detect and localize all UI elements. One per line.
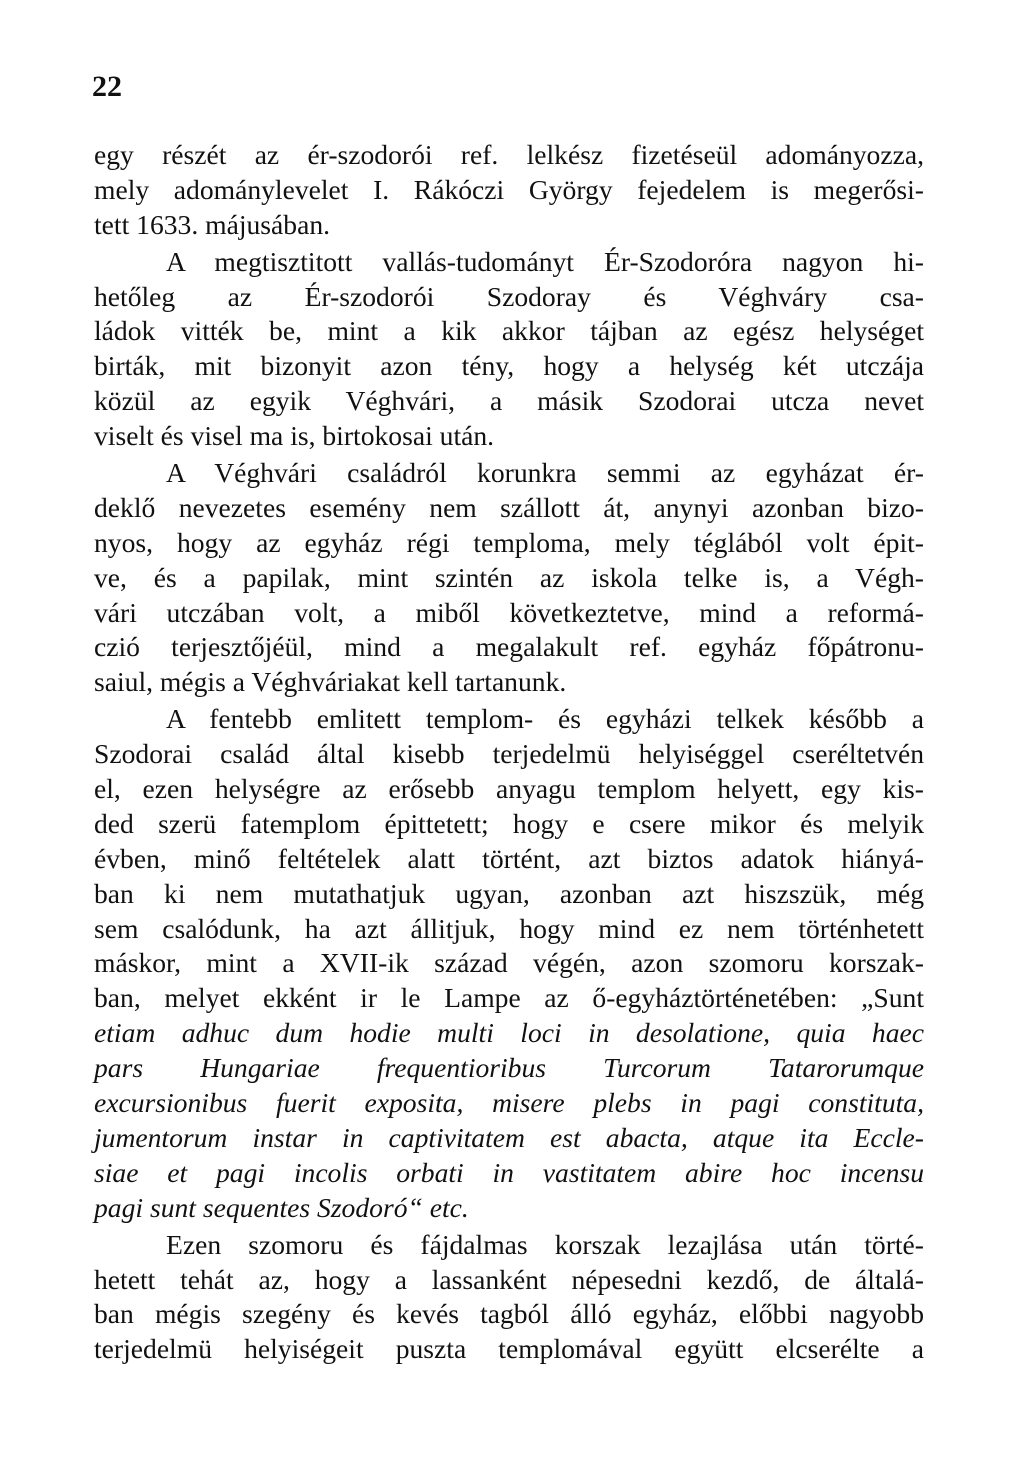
text-line: etiam adhuc dum hodie multi loci in desolatione, quia haec	[94, 1017, 924, 1049]
text-line: Szodorai család által kisebb terjedelmü helyiséggel cseréltetvén	[94, 738, 924, 770]
text-line: pagi sunt sequentes Szodoró“ etc.	[94, 1191, 469, 1223]
text-line: hetőleg az Ér-szodorói Szodoray és Véghváry csa-	[94, 280, 924, 312]
text-line: siae et pagi incolis orbati in vastitatem abire hoc incensu	[94, 1156, 924, 1188]
text-line: saiul, mégis a Véghváriakat kell tartanunk.	[94, 666, 567, 698]
text-line: évben, minő feltételek alatt történt, azt biztos adatok hiányá-	[94, 842, 924, 874]
text-line: tett 1633. májusában.	[94, 208, 331, 240]
text-line: ládok vitték be, mint a kik akkor tájban az egész helységet	[94, 315, 924, 347]
text-line: A megtisztitott vallás-tudományt Ér-Szodoróra nagyon hi-	[166, 245, 924, 277]
text-line: A fentebb emlitett templom- és egyházi telkek később a	[166, 703, 924, 735]
text-line: ban, melyet ekként ir le Lampe az ő-egyháztörténetében: „Sunt	[94, 982, 924, 1014]
text-line: máskor, mint a XVII-ik század végén, azon szomoru korszak-	[94, 947, 924, 979]
text-line: hetett tehát az, hogy a lassanként népesedni kezdő, de általá-	[94, 1263, 924, 1295]
text-line: deklő nevezetes esemény nem szállott át, anynyi azonban bizo-	[94, 491, 924, 523]
text-line: ve, és a papilak, mint szintén az iskola telke is, a Végh-	[94, 561, 924, 593]
text-line: mely adománylevelet I. Rákóczi György fejedelem is megerősi-	[94, 173, 924, 205]
text-line: ded szerü fatemplom épittetett; hogy e csere mikor és melyik	[94, 807, 924, 839]
text-line: ban mégis szegény és kevés tagból álló egyház, előbbi nagyobb	[94, 1298, 924, 1330]
text-line: nyos, hogy az egyház régi temploma, mely téglából volt épit-	[94, 526, 924, 558]
text-line: czió terjesztőjéül, mind a megalakult ref. egyház főpátronu-	[94, 631, 924, 663]
text-line: el, ezen helységre az erősebb anyagu templom helyett, egy kis-	[94, 773, 924, 805]
page-number: 22	[92, 70, 122, 103]
text-line: vári utczában volt, a miből következtetve, mind a reformá-	[94, 596, 924, 628]
text-line: jumentorum instar in captivitatem est abacta, atque ita Eccle-	[94, 1121, 924, 1153]
text-line: közül az egyik Véghvári, a másik Szodorai utcza nevet	[94, 385, 924, 417]
text-line: egy részét az ér-szodorói ref. lelkész fizetéseül adományozza,	[94, 139, 924, 170]
text-line: pars Hungariae frequentioribus Turcorum Tatarorumque	[94, 1052, 924, 1084]
text-line: Ezen szomoru és fájdalmas korszak lezajlása után törté-	[166, 1228, 924, 1260]
text-line: A Véghvári családról korunkra semmi az egyházat ér-	[166, 457, 924, 489]
text-line: birták, mit bizonyit azon tény, hogy a helység két utczája	[94, 350, 924, 382]
text-line: excursionibus fuerit exposita, misere plebs in pagi constituta,	[94, 1087, 924, 1119]
text-line: sem csalódunk, ha azt állitjuk, hogy mind ez nem történhetett	[94, 912, 924, 944]
text-line: terjedelmü helyiségeit puszta templomával együtt elcserélte a	[94, 1333, 924, 1365]
body-text	[94, 138, 924, 1367]
text-line: ban ki nem mutathatjuk ugyan, azonban azt hiszszük, még	[94, 877, 924, 909]
text-line: viselt és visel ma is, birtokosai után.	[94, 420, 495, 452]
